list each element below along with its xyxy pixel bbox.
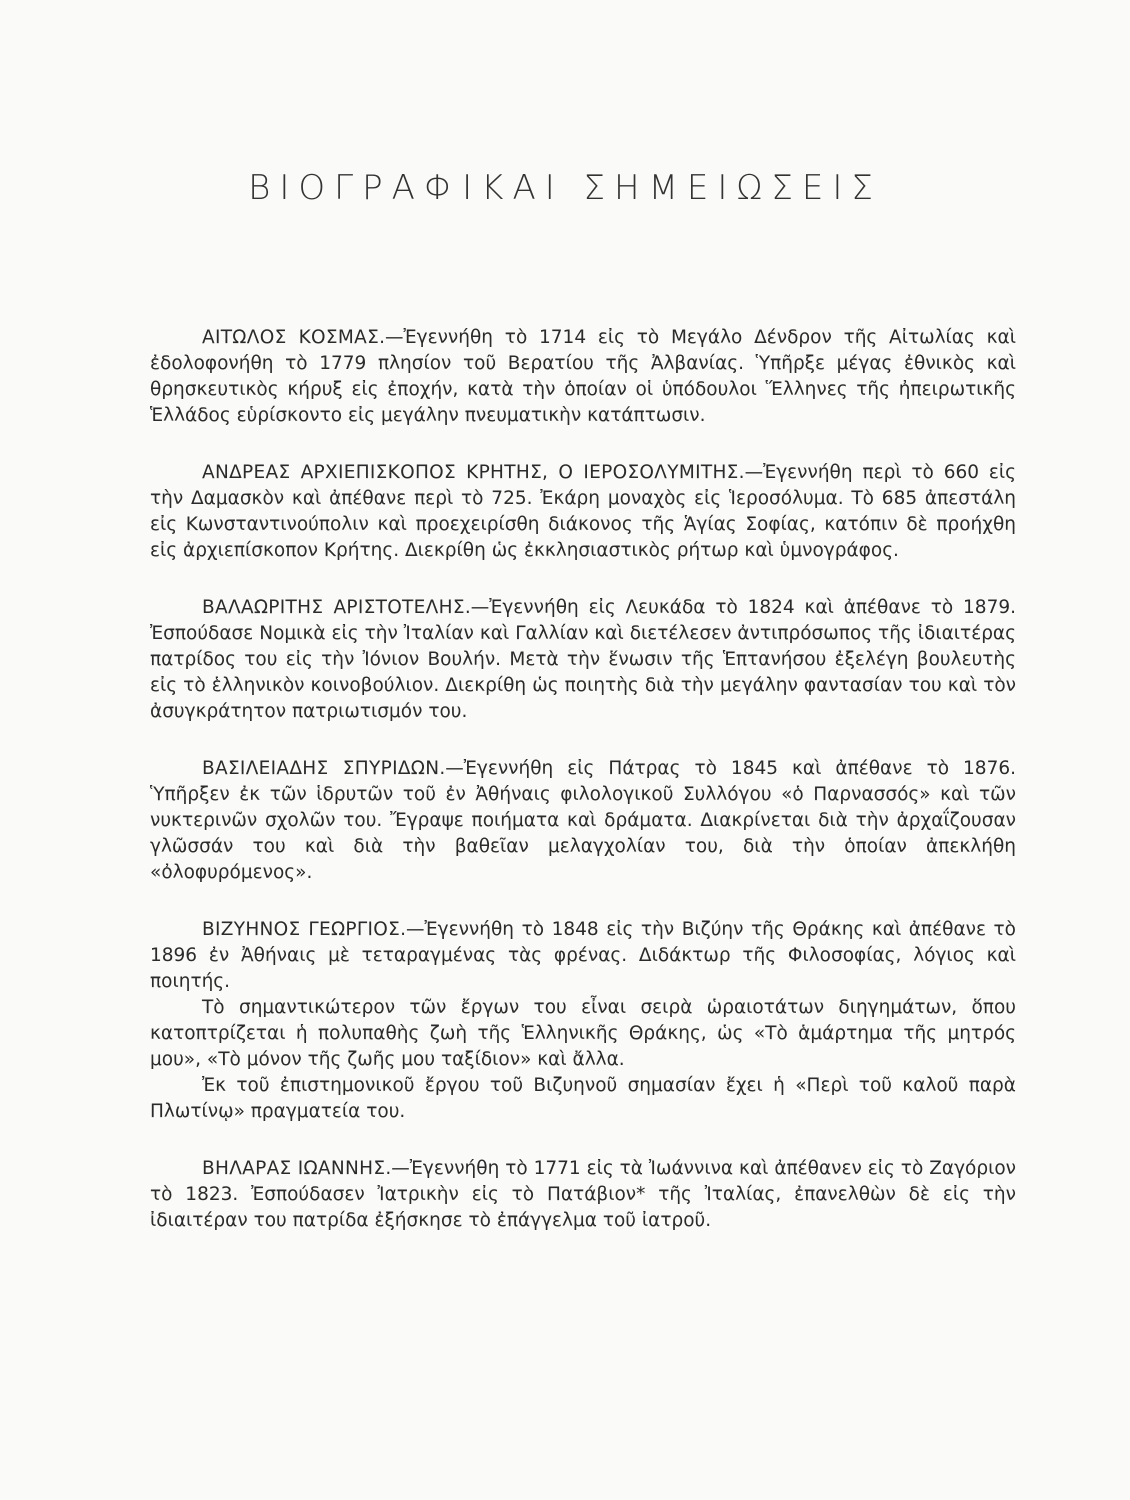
biography-entry-aitolos [150,325,1016,429]
entry-text: —Ἐγεννήθη περὶ τὸ 660 εἰς τὴν Δαμασκὸν καὶ ἀπέθανε περὶ τὸ 725. Ἐκάρη μοναχὸς εἰς Ἱεροσόλυμα. Τὸ 685 ἀπεστάλη εἰς Κωνσταντινούπολιν καὶ προεχειρίσθη διάκονος τῆς Ἁγίας Σοφίας, κατόπιν δὲ προήχθη εἰς ἀρχιεπίσκοπον Κρήτης. Διεκρίθη ὡς ἐκκλησιαστικὸς ρήτωρ καὶ ὑμνογράφος. [150,462,1016,561]
entry-paragraph: ΑΝΔΡΕΑΣ ΑΡΧΙΕΠΙΣΚΟΠΟΣ ΚΡΗΤΗΣ, Ο ΙΕΡΟΣΟΛΥΜΙΤΗΣ.—Ἐγεννήθη περὶ τὸ 660 εἰς τὴν Δαμασκὸν καὶ ἀπέθανε περὶ τὸ 725. Ἐκάρη μοναχὸς εἰς Ἱεροσόλυμα. Τὸ 685 ἀπεστάλη εἰς Κωνσταντινούπολιν καὶ προεχειρίσθη διάκονος τῆς Ἁγίας Σοφίας, κατόπιν δὲ προήχθη εἰς ἀρχιεπίσκοπον Κρήτης. Διεκρίθη ὡς ἐκκλησιαστικὸς ρήτωρ καὶ ὑμνογράφος. [150,462,1016,561]
entry-text: —Ἐγεννήθη τὸ 1714 εἰς τὸ Μεγάλο Δένδρον τῆς Αἰτωλίας καὶ ἐδολοφονήθη τὸ 1779 πλησίον τοῦ Βερατίου τῆς Ἀλβανίας. Ὑπῆρξε μέγας ἐθνικὸς καὶ θρησκευτικὸς κήρυξ εἰς ἐποχήν, κατὰ τὴν ὁποίαν οἱ ὑπόδουλοι Ἕλληνες τῆς ἠπειρωτικῆς Ἑλλάδος εὑρίσκοντο εἰς μεγάλην πνευματικὴν κατάπτωσιν. [150,327,1016,426]
entry-text: —Ἐγεννήθη εἰς Λευκάδα τὸ 1824 καὶ ἀπέθανε τὸ 1879. Ἐσπούδασε Νομικὰ εἰς τὴν Ἰταλίαν καὶ Γαλλίαν καὶ διετέλεσεν ἀντιπρόσωπος τῆς ἰδιαιτέρας πατρίδος του εἰς τὴν Ἰόνιον Βουλήν. Μετὰ τὴν ἕνωσιν τῆς Ἑπτανήσου ἐξελέγη βουλευτὴς εἰς τὸ ἑλληνικὸν κοινοβούλιον. Διεκρίθη ὡς ποιητὴς διὰ τὴν μεγάλην φαντασίαν του καὶ τὸν ἀσυγκράτητον πατριωτισμόν του. [150,597,1016,722]
page-title: ΒΙΟΓΡΑΦΙΚΑΙ ΣΗΜΕΙΩΣΕΙΣ [248,168,882,208]
entry-name: ΒΑΣΙΛΕΙΑΔΗΣ ΣΠΥΡΙΔΩΝ [202,758,440,779]
entry-name: ΒΗΛΑΡΑΣ ΙΩΑΝΝΗΣ [202,1158,386,1179]
entry-paragraph: Ἐκ τοῦ ἐπιστημονικοῦ ἔργου τοῦ Βιζυηνοῦ σημασίαν ἔχει ἡ «Περὶ τοῦ καλοῦ παρὰ Πλωτίνῳ» πραγματεία του. [150,1075,1016,1122]
biography-list [150,325,1016,1265]
biography-entry-vasileiadis [150,756,1016,886]
entry-name: ΑΝΔΡΕΑΣ ΑΡΧΙΕΠΙΣΚΟΠΟΣ ΚΡΗΤΗΣ, Ο ΙΕΡΟΣΟΛΥΜΙΤΗΣ [202,462,739,483]
biography-entry-vilaras [150,1156,1016,1234]
entry-text: —Ἐγεννήθη εἰς Πάτρας τὸ 1845 καὶ ἀπέθανε τὸ 1876. Ὑπῆρξεν ἐκ τῶν ἱδρυτῶν τοῦ ἐν Ἀθήναις φιλολογικοῦ Συλλόγου «ὁ Παρνασσός» καὶ τῶν νυκτερινῶν σχολῶν του. Ἔγραψε ποιήματα καὶ δράματα. Διακρίνεται διὰ τὴν ἀρχαΐζουσαν γλῶσσάν του καὶ διὰ τὴν βαθεῖαν μελαγχολίαν του, διὰ τὴν ὁποίαν ἀπεκλήθη «ὀλοφυρόμενος». [150,758,1016,883]
entry-text: —Ἐγεννήθη τὸ 1848 εἰς τὴν Βιζύην τῆς Θράκης καὶ ἀπέθανε τὸ 1896 ἐν Ἀθήναις μὲ τεταραγμένας τὰς φρένας. Διδάκτωρ τῆς Φιλοσοφίας, λόγιος καὶ ποιητής. [150,919,1016,992]
entry-paragraph: ΒΙΖΥΗΝΟΣ ΓΕΩΡΓΙΟΣ.—Ἐγεννήθη τὸ 1848 εἰς τὴν Βιζύην τῆς Θράκης καὶ ἀπέθανε τὸ 1896 ἐν Ἀθήναις μὲ τεταραγμένας τὰς φρένας. Διδάκτωρ τῆς Φιλοσοφίας, λόγιος καὶ ποιητής. [150,919,1016,992]
entry-paragraph: Τὸ σημαντικώτερον τῶν ἔργων του εἶναι σειρὰ ὡραιοτάτων διηγημάτων, ὅπου κατοπτρίζεται ἡ πολυπαθὴς ζωὴ τῆς Ἑλληνικῆς Θράκης, ὡς «Τὸ ἁμάρτημα τῆς μητρός μου», «Τὸ μόνον τῆς ζωῆς μου ταξίδιον» καὶ ἄλλα. [150,997,1016,1070]
entry-paragraph: ΒΑΣΙΛΕΙΑΔΗΣ ΣΠΥΡΙΔΩΝ.—Ἐγεννήθη εἰς Πάτρας τὸ 1845 καὶ ἀπέθανε τὸ 1876. Ὑπῆρξεν ἐκ τῶν ἱδρυτῶν τοῦ ἐν Ἀθήναις φιλολογικοῦ Συλλόγου «ὁ Παρνασσός» καὶ τῶν νυκτερινῶν σχολῶν του. Ἔγραψε ποιήματα καὶ δράματα. Διακρίνεται διὰ τὴν ἀρχαΐζουσαν γλῶσσάν του καὶ διὰ τὴν βαθεῖαν μελαγχολίαν του, διὰ τὴν ὁποίαν ἀπεκλήθη «ὀλοφυρόμενος». [150,758,1016,883]
entry-paragraph: ΒΗΛΑΡΑΣ ΙΩΑΝΝΗΣ.—Ἐγεννήθη τὸ 1771 εἰς τὰ Ἰωάννινα καὶ ἀπέθανεν εἰς τὸ Ζαγόριον τὸ 1823. Ἐσπούδασεν Ἰατρικὴν εἰς τὸ Πατάβιον* τῆς Ἰταλίας, ἐπανελθὼν δὲ εἰς τὴν ἰδιαιτέραν του πατρίδα ἐξήσκησε τὸ ἐπάγγελμα τοῦ ἰατροῦ. [150,1158,1016,1231]
biography-entry-valaoritis [150,595,1016,725]
entry-name: ΒΑΛΑΩΡΙΤΗΣ ΑΡΙΣΤΟΤΕΛΗΣ [202,597,465,618]
entry-name: ΑΙΤΩΛΟΣ ΚΟΣΜΑΣ [202,327,380,348]
biography-entry-vizyinos [150,917,1016,1125]
entry-text: —Ἐγεννήθη τὸ 1771 εἰς τὰ Ἰωάννινα καὶ ἀπέθανεν εἰς τὸ Ζαγόριον τὸ 1823. Ἐσπούδασεν Ἰατρικὴν εἰς τὸ Πατάβιον* τῆς Ἰταλίας, ἐπανελθὼν δὲ εἰς τὴν ἰδιαιτέραν του πατρίδα ἐξήσκησε τὸ ἐπάγγελμα τοῦ ἰατροῦ. [150,1158,1016,1231]
biography-entry-andreas [150,460,1016,564]
entry-paragraph: ΑΙΤΩΛΟΣ ΚΟΣΜΑΣ.—Ἐγεννήθη τὸ 1714 εἰς τὸ Μεγάλο Δένδρον τῆς Αἰτωλίας καὶ ἐδολοφονήθη τὸ 1779 πλησίον τοῦ Βερατίου τῆς Ἀλβανίας. Ὑπῆρξε μέγας ἐθνικὸς καὶ θρησκευτικὸς κήρυξ εἰς ἐποχήν, κατὰ τὴν ὁποίαν οἱ ὑπόδουλοι Ἕλληνες τῆς ἠπειρωτικῆς Ἑλλάδος εὑρίσκοντο εἰς μεγάλην πνευματικὴν κατάπτωσιν. [150,327,1016,426]
entry-paragraph: ΒΑΛΑΩΡΙΤΗΣ ΑΡΙΣΤΟΤΕΛΗΣ.—Ἐγεννήθη εἰς Λευκάδα τὸ 1824 καὶ ἀπέθανε τὸ 1879. Ἐσπούδασε Νομικὰ εἰς τὴν Ἰταλίαν καὶ Γαλλίαν καὶ διετέλεσεν ἀντιπρόσωπος τῆς ἰδιαιτέρας πατρίδος του εἰς τὴν Ἰόνιον Βουλήν. Μετὰ τὴν ἕνωσιν τῆς Ἑπτανήσου ἐξελέγη βουλευτὴς εἰς τὸ ἑλληνικὸν κοινοβούλιον. Διεκρίθη ὡς ποιητὴς διὰ τὴν μεγάλην φαντασίαν του καὶ τὸν ἀσυγκράτητον πατριωτισμόν του. [150,597,1016,722]
entry-name: ΒΙΖΥΗΝΟΣ ΓΕΩΡΓΙΟΣ [202,919,401,940]
